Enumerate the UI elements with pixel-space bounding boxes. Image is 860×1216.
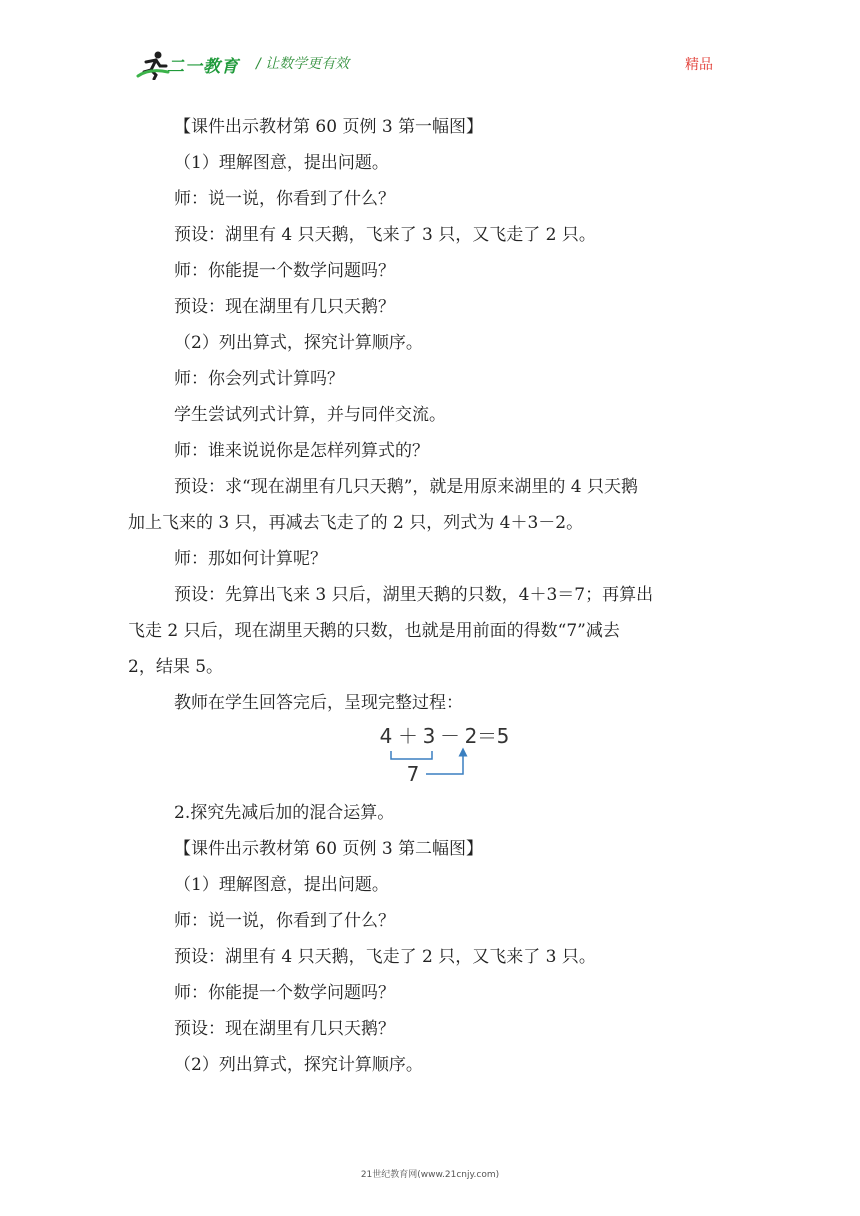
paragraph: 师：你能提一个数学问题吗？ [174, 983, 395, 1003]
intermediate-result: 7 [406, 762, 420, 786]
expr-op-plus: ＋ [398, 724, 418, 748]
expr-result: 5 [496, 724, 510, 748]
paragraph: 师：你能提一个数学问题吗？ [174, 261, 395, 281]
paragraph: 师：那如何计算呢？ [174, 549, 327, 569]
expr-op-equals: ＝ [477, 724, 497, 748]
calculation-diagram [380, 721, 530, 787]
paragraph: 预设：先算出飞来 3 只后，湖里天鹅的只数，4＋3＝7；再算出 [174, 585, 654, 605]
paragraph: 师：说一说，你看到了什么？ [174, 189, 395, 209]
logo [136, 50, 248, 80]
paragraph: 师：你会列式计算吗？ [174, 369, 344, 389]
paragraph: （1）理解图意，提出问题。 [174, 153, 389, 173]
paragraph: 教师在学生回答完后，呈现完整过程： [174, 693, 463, 713]
paragraph: （2）列出算式，探究计算顺序。 [174, 1055, 423, 1075]
logo-text: 二一教育 [167, 57, 239, 77]
paragraph: （1）理解图意，提出问题。 [174, 875, 389, 895]
paragraph: 预设：求“现在湖里有几只天鹅”，就是用原来湖里的 4 只天鹅 [174, 477, 639, 497]
paragraph: 学生尝试列式计算，并与同伴交流。 [174, 405, 446, 425]
paragraph: 预设：湖里有 4 只天鹅，飞来了 3 只，又飞走了 2 只。 [174, 225, 596, 245]
header-slogan: / 让数学更有效 [256, 56, 350, 72]
runner-logo-icon [136, 50, 170, 80]
paragraph: 【课件出示教材第 60 页例 3 第一幅图】 [174, 117, 484, 137]
quality-badge: 精品 [685, 57, 713, 73]
paragraph: 预设：现在湖里有几只天鹅？ [174, 1019, 395, 1039]
paragraph: 预设：现在湖里有几只天鹅？ [174, 297, 395, 317]
paragraph: 预设：湖里有 4 只天鹅，飞走了 2 只，又飞来了 3 只。 [174, 947, 596, 967]
calculation-flow-svg [380, 721, 530, 787]
paragraph: 加上飞来的 3 只，再减去飞走了的 2 只，列式为 4＋3－2。 [128, 513, 584, 533]
paragraph: 2，结果 5。 [128, 657, 224, 677]
paragraph: 【课件出示教材第 60 页例 3 第二幅图】 [174, 839, 484, 859]
expr-op-minus: － [440, 724, 460, 748]
expr-num-1: 4 [380, 724, 393, 748]
page-footer: 21世纪教育网(www.21cnjy.com) [360, 1170, 500, 1180]
paragraph: （2）列出算式，探究计算顺序。 [174, 333, 423, 353]
page-header [0, 0, 860, 100]
paragraph: 飞走 2 只后，现在湖里天鹅的只数，也就是用前面的得数“7”减去 [128, 621, 620, 641]
expr-num-2: 3 [422, 724, 436, 748]
paragraph: 师：说一说，你看到了什么？ [174, 911, 395, 931]
paragraph: 师：谁来说说你是怎样列算式的？ [174, 441, 429, 461]
bracket-line [391, 751, 432, 759]
paragraph: 2.探究先减后加的混合运算。 [174, 803, 395, 823]
expr-num-3: 2 [464, 724, 478, 748]
